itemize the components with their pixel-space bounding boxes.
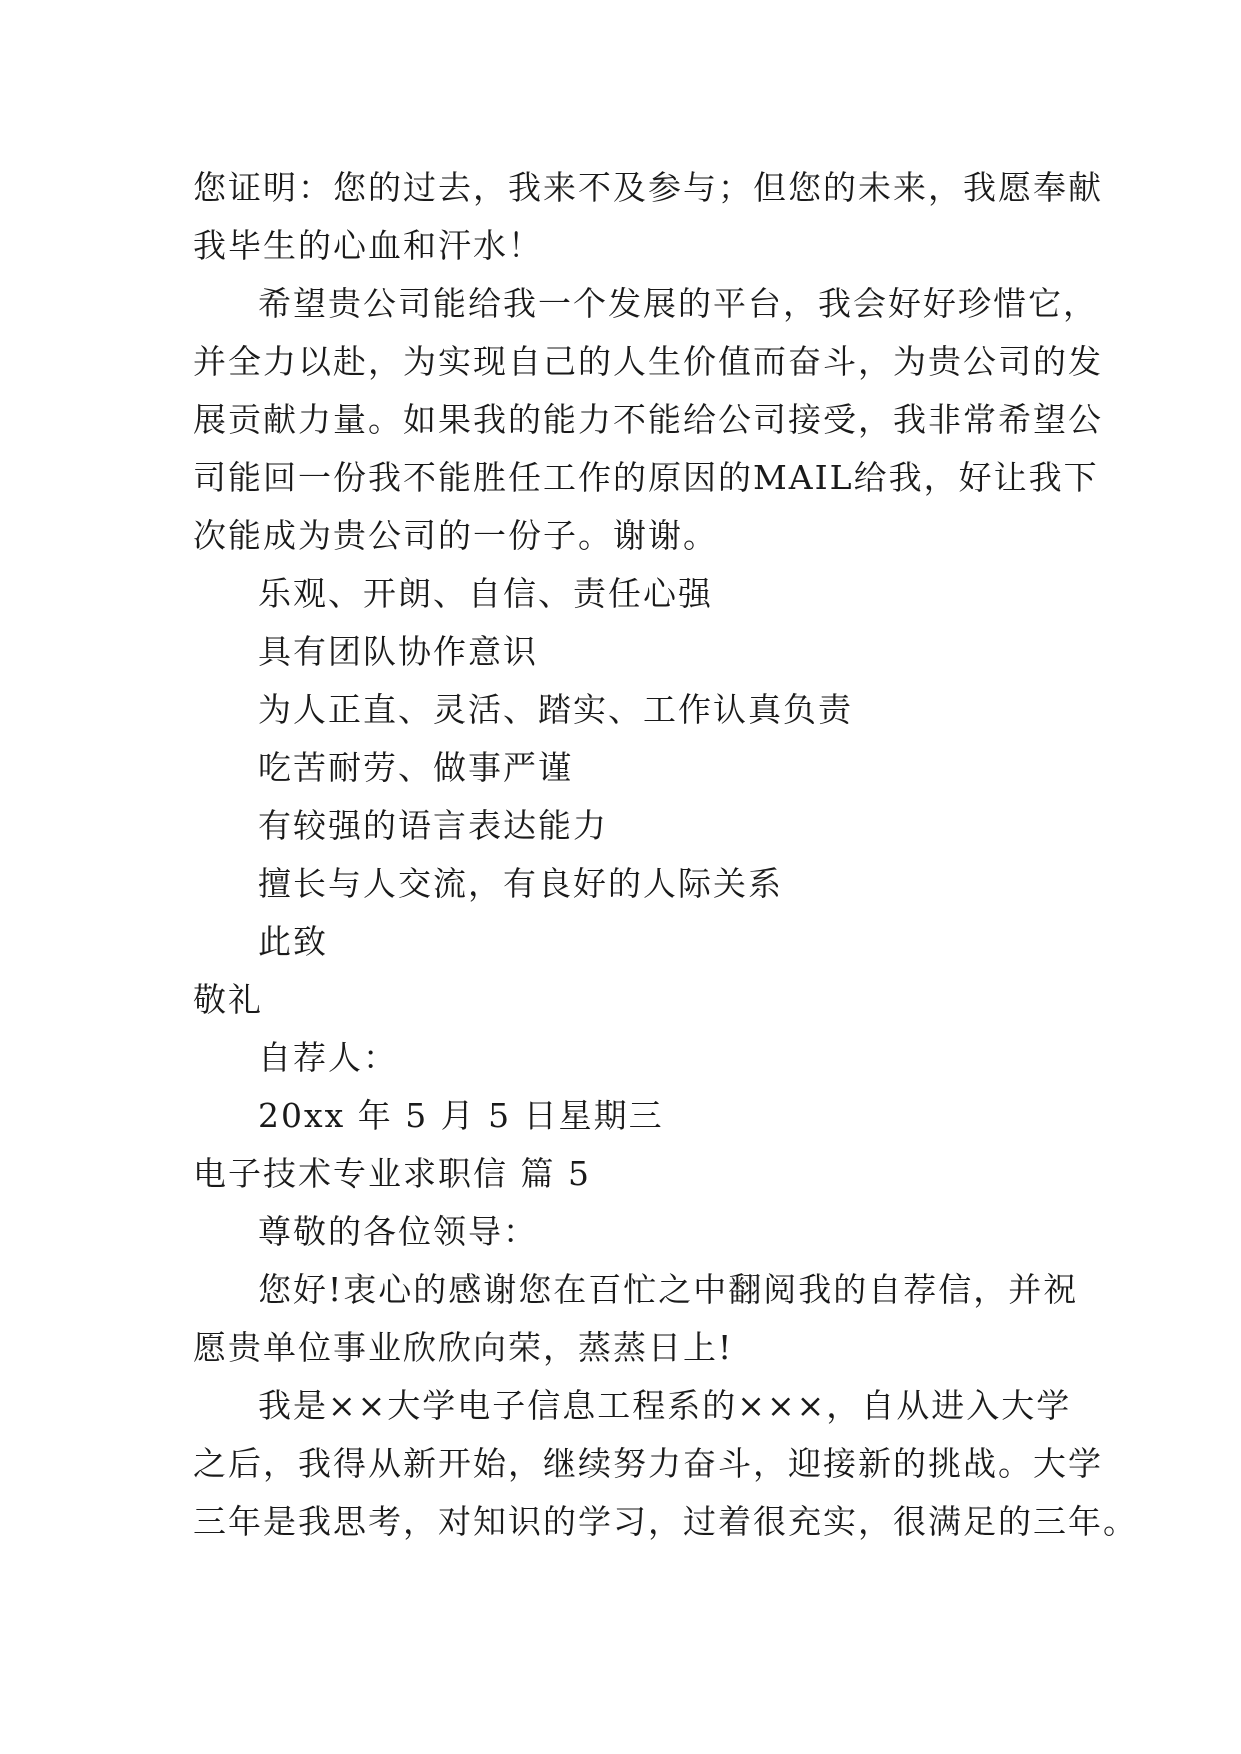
- paragraph-start-line: 我是××大学电子信息工程系的×××，自从进入大学: [258, 1386, 1072, 1425]
- section-heading: 电子技术专业求职信 篇 5: [193, 1154, 591, 1193]
- closing-salutation-regards: 敬礼: [193, 980, 263, 1019]
- trait-item: 有较强的语言表达能力: [258, 806, 608, 845]
- body-text-line: 愿贵单位事业欣欣向荣，蒸蒸日上!: [193, 1328, 734, 1367]
- trait-item: 具有团队协作意识: [258, 632, 538, 671]
- body-text-line: 并全力以赴，为实现自己的人生价值而奋斗，为贵公司的发: [193, 342, 1103, 381]
- letter-date: 20xx 年 5 月 5 日星期三: [258, 1096, 664, 1135]
- trait-item: 乐观、开朗、自信、责任心强: [258, 574, 713, 613]
- body-text-line: 您证明：您的过去，我来不及参与；但您的未来，我愿奉献: [193, 168, 1103, 207]
- body-text-line: 司能回一份我不能胜任工作的原因的MAIL给我，好让我下: [193, 458, 1099, 497]
- trait-item: 吃苦耐劳、做事严谨: [258, 748, 573, 787]
- paragraph-start-line: 希望贵公司能给我一个发展的平台，我会好好珍惜它，: [258, 284, 1098, 323]
- body-text-line: 三年是我思考，对知识的学习，过着很充实，很满足的三年。: [193, 1502, 1138, 1541]
- closing-salutation: 此致: [258, 922, 328, 961]
- signature-label: 自荐人：: [258, 1038, 398, 1077]
- trait-item: 擅长与人交流，有良好的人际关系: [258, 864, 783, 903]
- body-text-line: 次能成为贵公司的一份子。谢谢。: [193, 516, 718, 555]
- body-text-line: 展贡献力量。如果我的能力不能给公司接受，我非常希望公: [193, 400, 1103, 439]
- trait-item: 为人正直、灵活、踏实、工作认真负责: [258, 690, 853, 729]
- greeting: 尊敬的各位领导：: [258, 1212, 538, 1251]
- body-text-line: 我毕生的心血和汗水！: [193, 226, 543, 265]
- paragraph-start-line: 您好!衷心的感谢您在百忙之中翻阅我的自荐信，并祝: [258, 1270, 1079, 1309]
- body-text-line: 之后，我得从新开始，继续努力奋斗，迎接新的挑战。大学: [193, 1444, 1103, 1483]
